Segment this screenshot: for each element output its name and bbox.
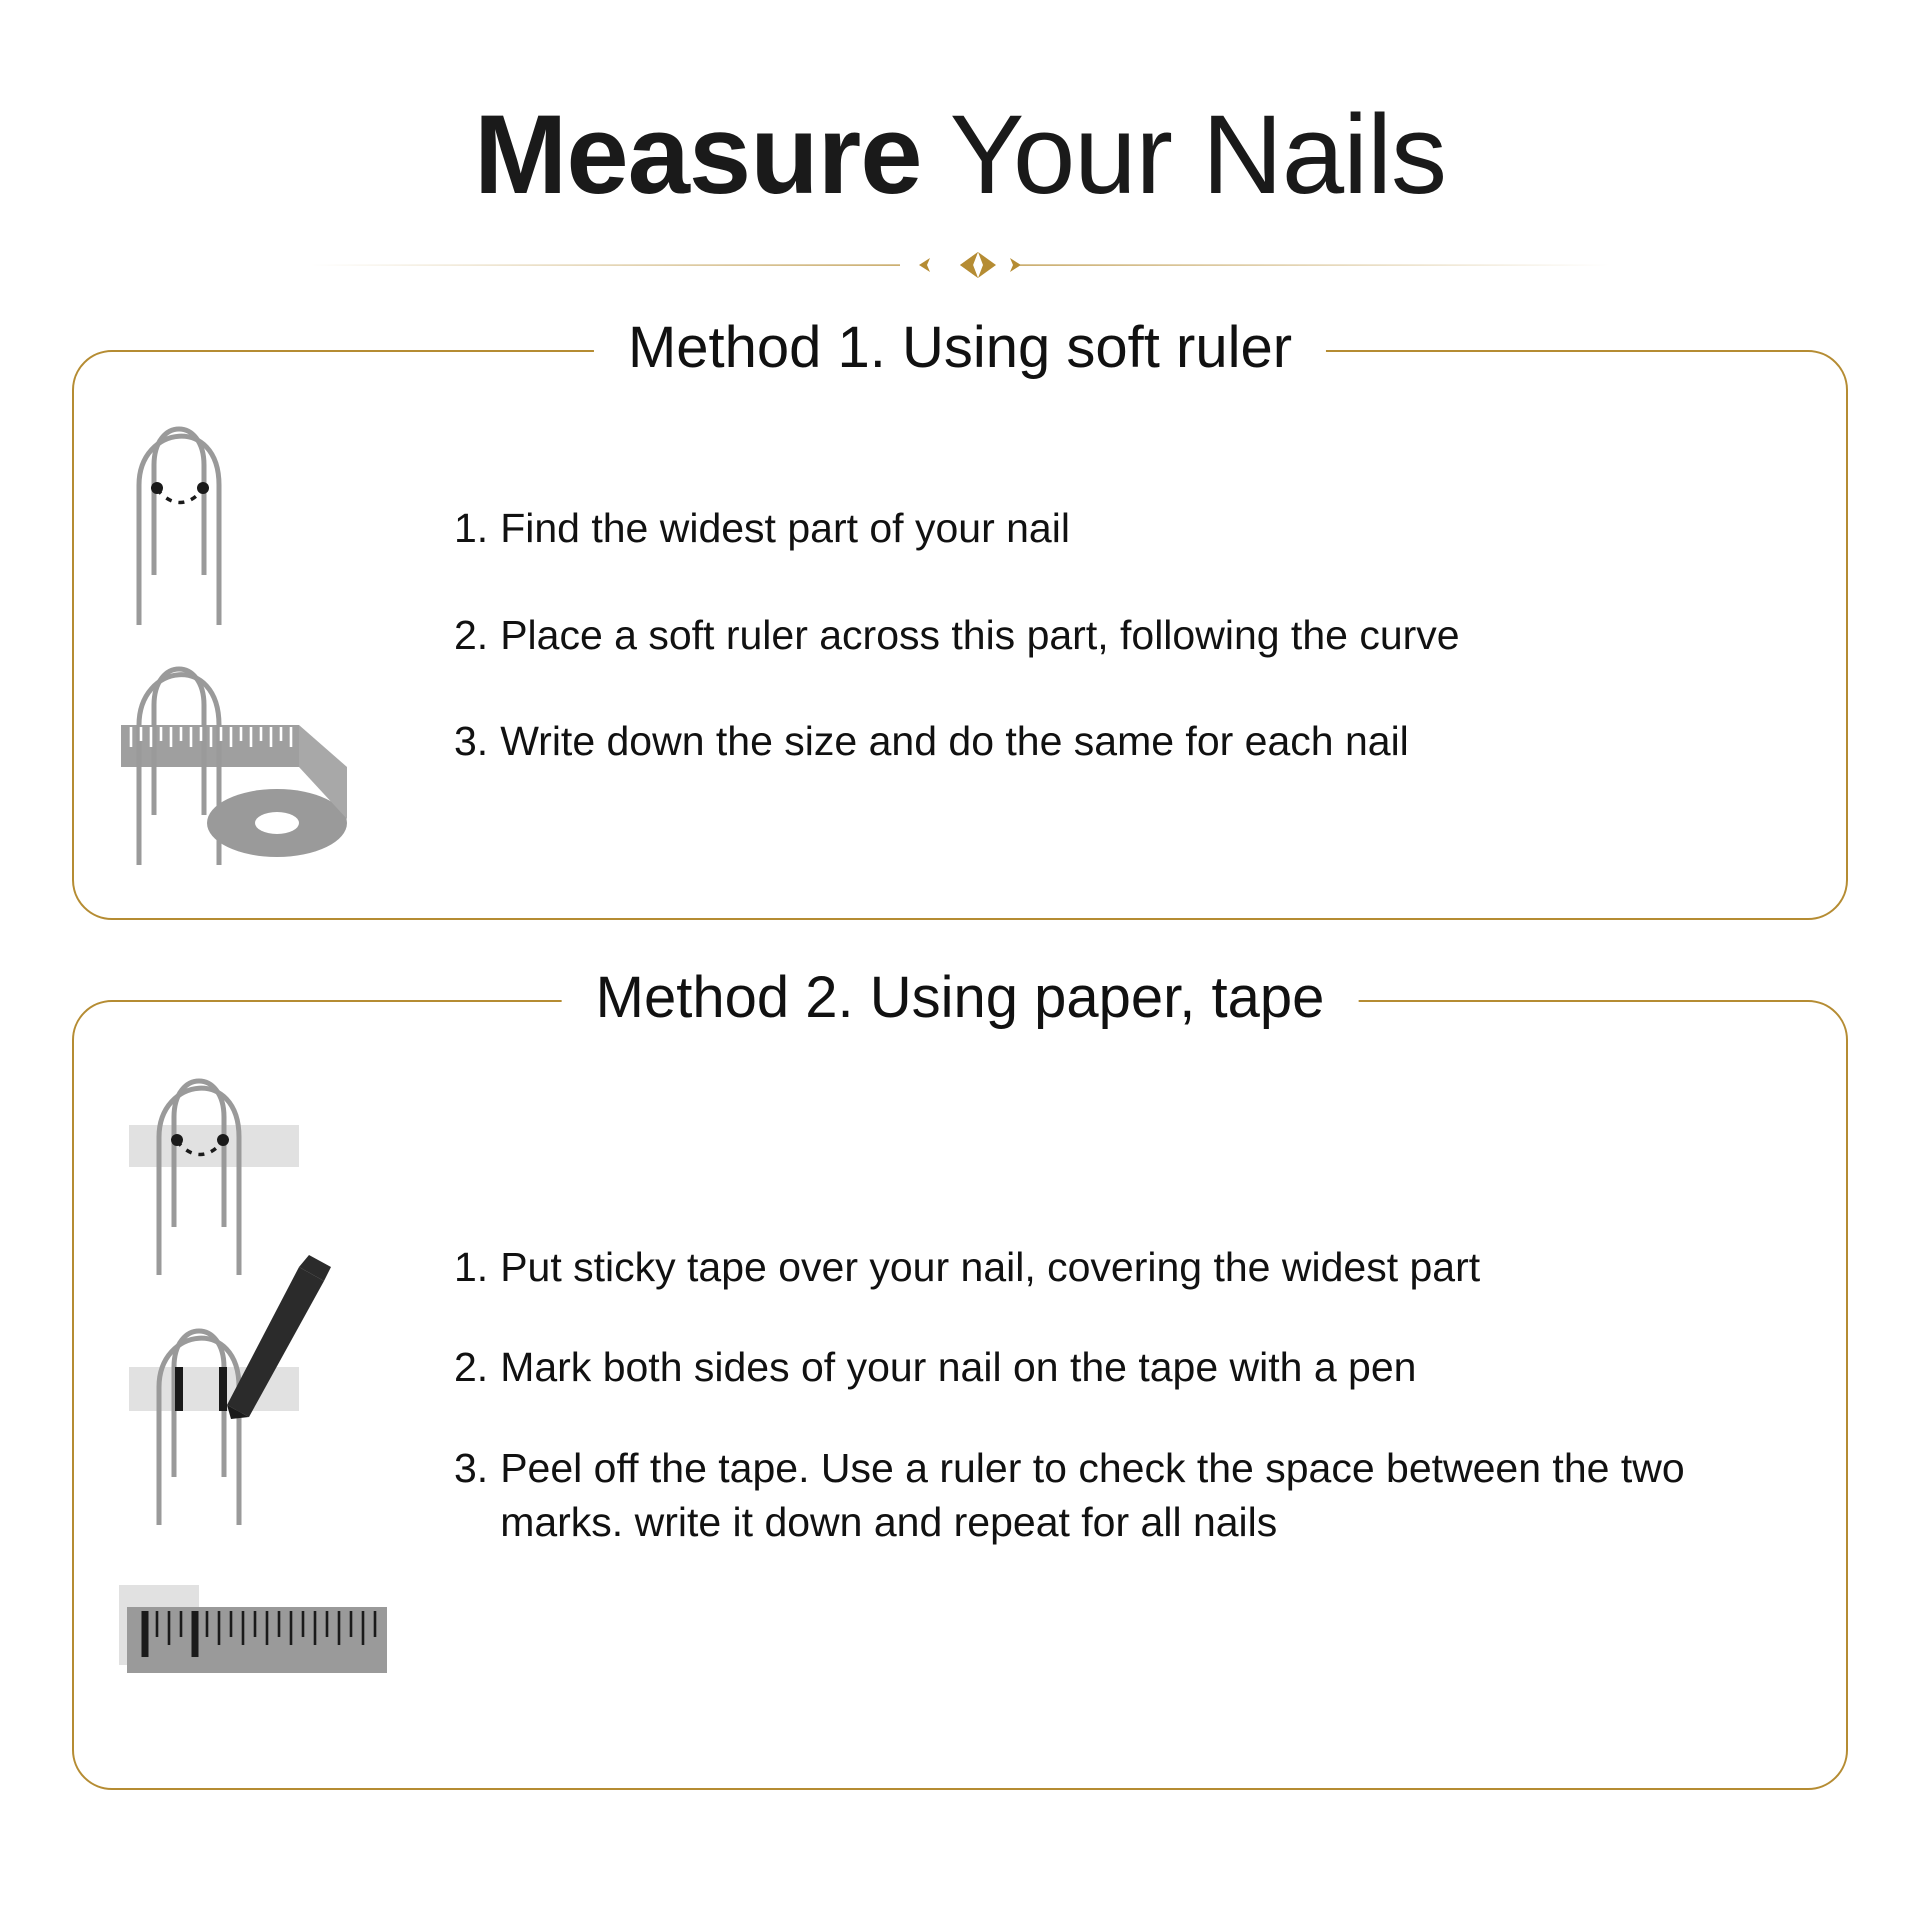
page-title-bold: Measure xyxy=(474,92,922,217)
method-1-body xyxy=(74,352,1846,918)
step-text: Write down the size and do the same for each nail xyxy=(500,717,1409,764)
method-2-heading: Method 2. Using paper, tape xyxy=(562,964,1359,1031)
step-text: Put sticky tape over your nail, covering the widest part xyxy=(500,1244,1481,1291)
step-text: Mark both sides of your nail on the tape with a pen xyxy=(500,1344,1417,1391)
step-number: 3. xyxy=(454,717,489,764)
list-item xyxy=(454,1240,1806,1294)
ornamental-divider xyxy=(310,250,1610,280)
step-number: 2. xyxy=(454,1344,489,1391)
method-1-card xyxy=(72,314,1848,920)
list-item xyxy=(454,1340,1806,1394)
method-1-heading: Method 1. Using soft ruler xyxy=(594,314,1326,381)
list-item xyxy=(454,1441,1806,1549)
list-item xyxy=(454,714,1806,768)
method-2-card xyxy=(72,964,1848,1790)
page-title xyxy=(0,0,1920,217)
divider-graphic xyxy=(310,250,1610,280)
step-number: 1. xyxy=(454,1244,489,1291)
method-2-illustration xyxy=(74,1045,454,1745)
finger-soft-ruler-illustration xyxy=(99,395,429,875)
list-item xyxy=(454,608,1806,662)
step-text: Place a soft ruler across this part, following the curve xyxy=(500,611,1460,658)
page-title-light: Your Nails xyxy=(921,92,1446,217)
step-text: Peel off the tape. Use a ruler to check the space between the two marks. write it down and repeat for all nails xyxy=(500,1444,1685,1545)
method-1-illustration xyxy=(74,395,454,875)
method-2-steps xyxy=(454,1194,1846,1594)
step-text: Find the widest part of your nail xyxy=(500,505,1070,552)
step-number: 3. xyxy=(454,1444,489,1491)
finger-tape-pen-ruler-illustration xyxy=(99,1045,429,1745)
list-item xyxy=(454,501,1806,555)
step-number: 1. xyxy=(454,505,489,552)
step-number: 2. xyxy=(454,611,489,658)
method-2-body xyxy=(74,1002,1846,1788)
method-1-steps xyxy=(454,449,1846,819)
